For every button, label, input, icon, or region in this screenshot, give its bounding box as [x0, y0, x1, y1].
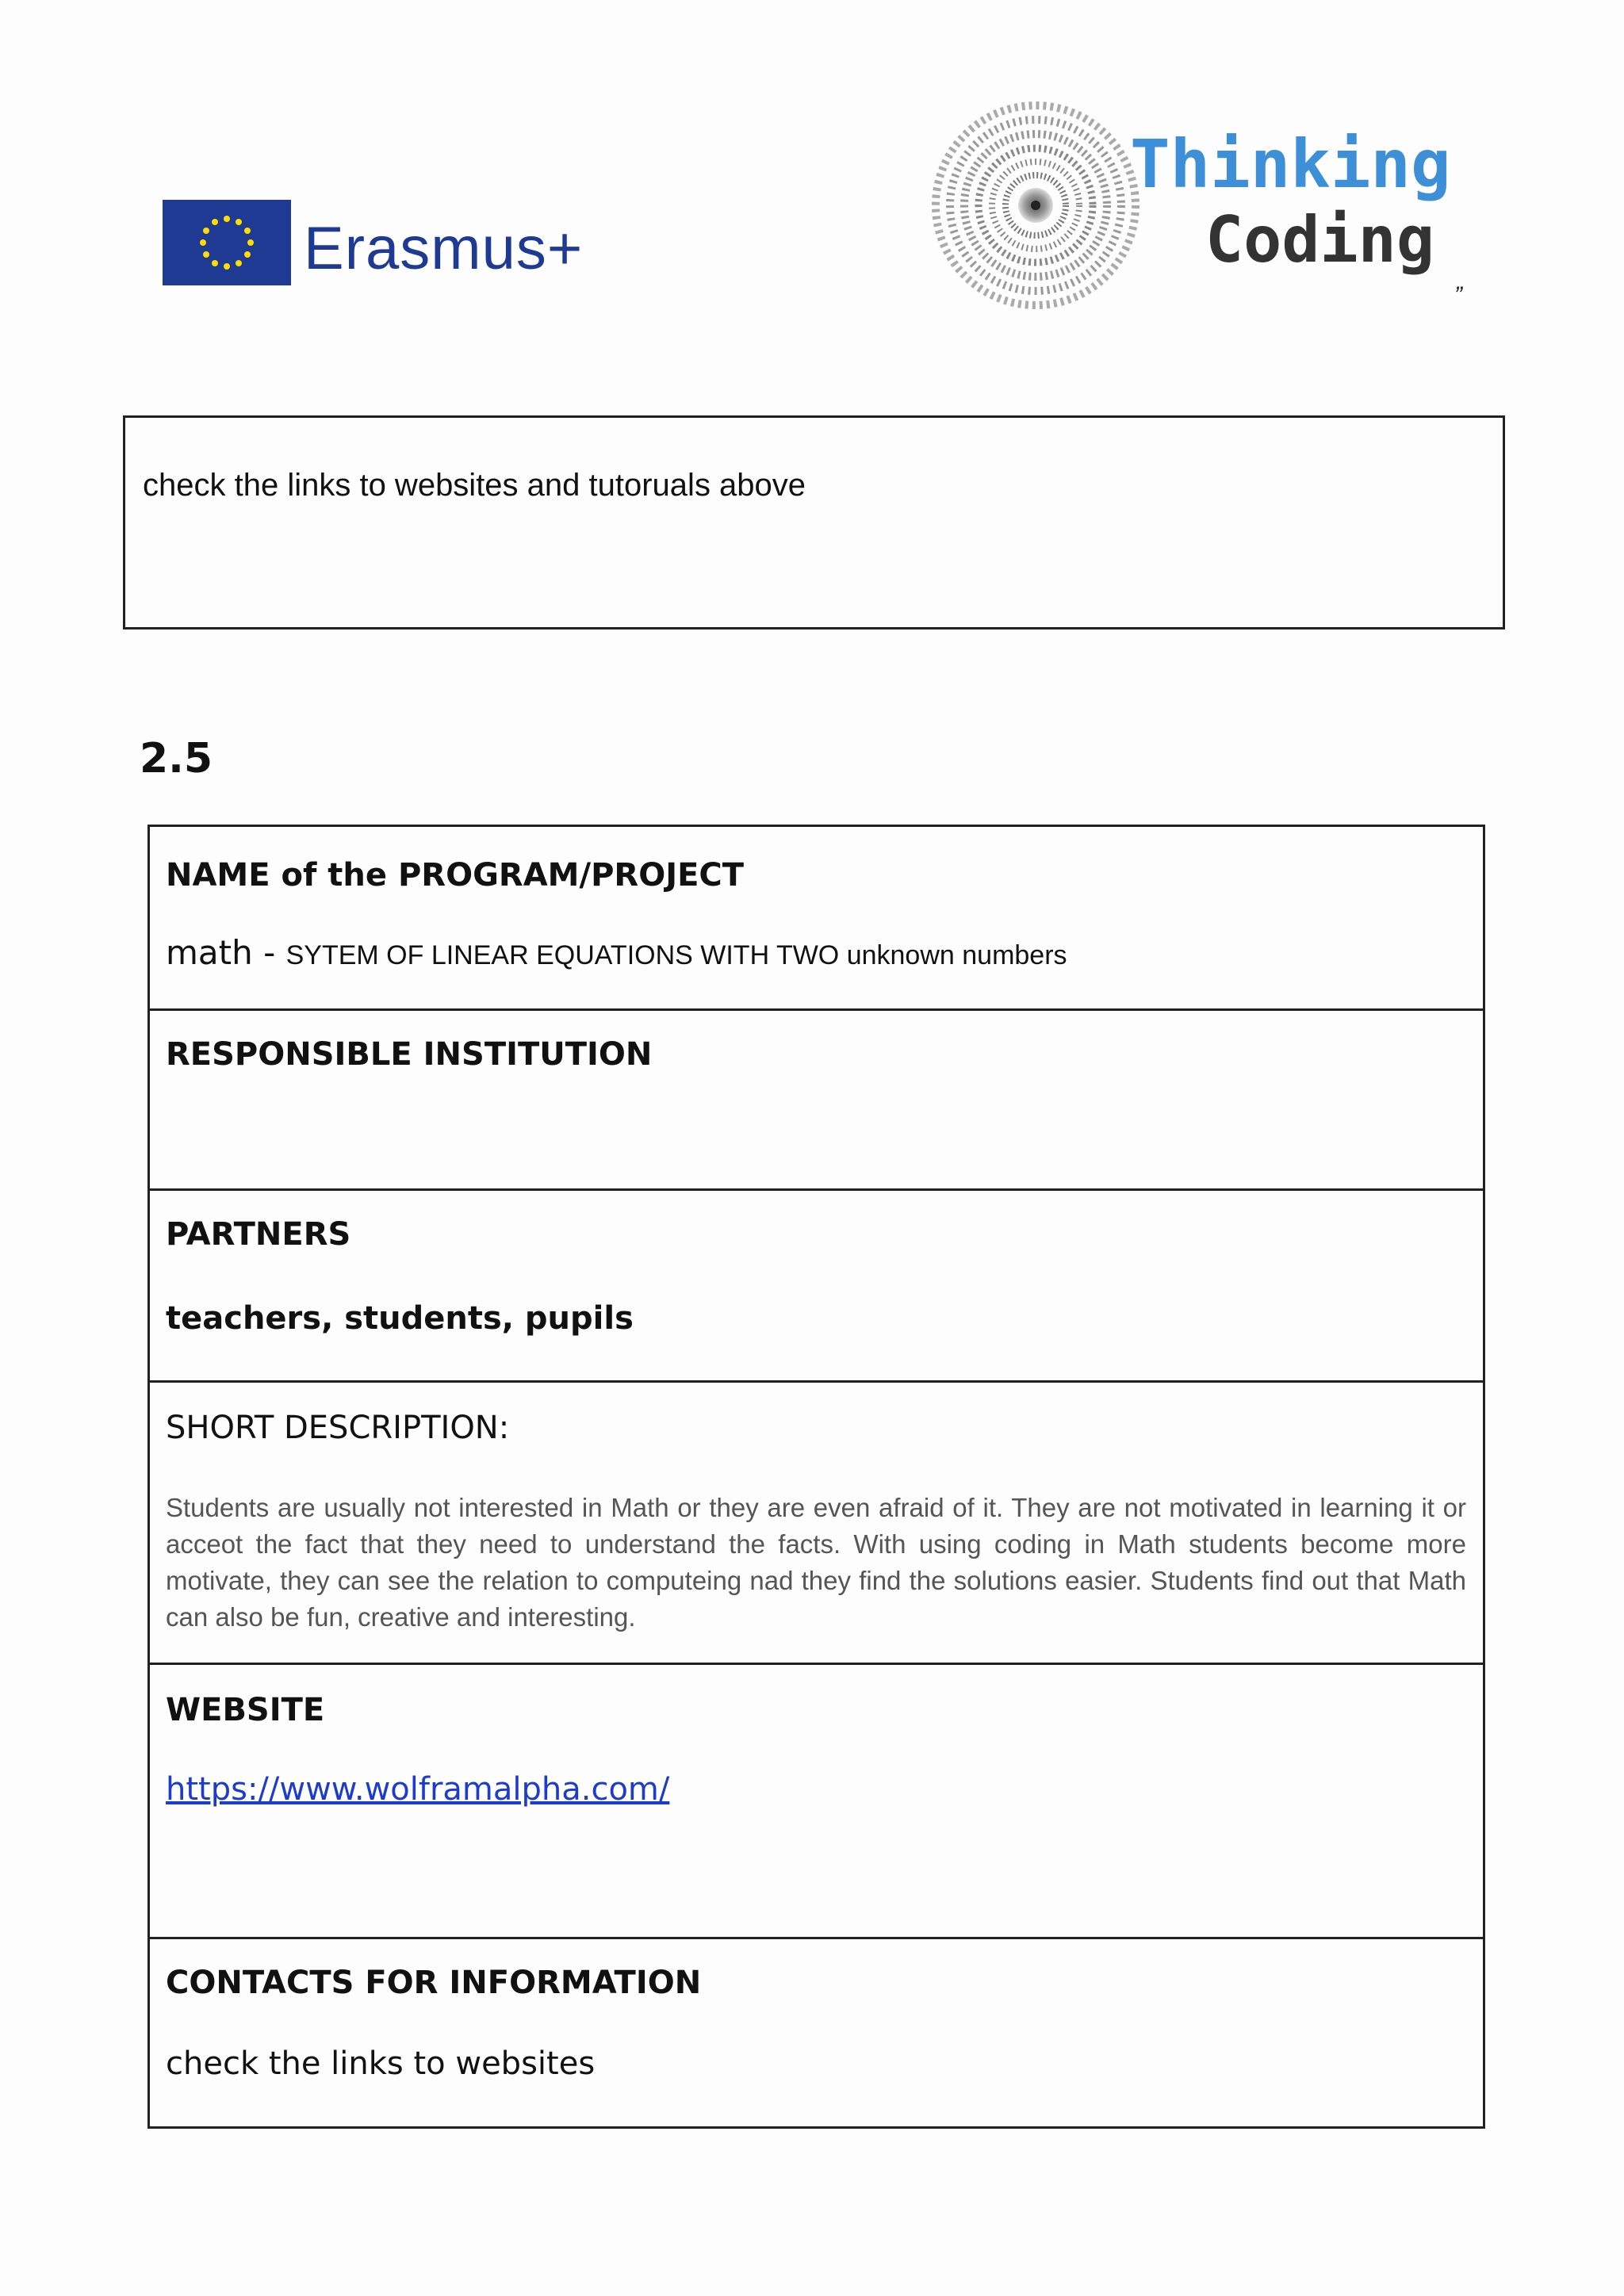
partners-value: teachers, students, pupils	[166, 1300, 634, 1337]
previous-table-cell	[123, 415, 1505, 629]
table-row-website	[150, 1663, 1483, 1937]
description-text: Students are usually not interested in Math or they are even afraid of it. They are not motivated in learning it or acceot the fact that they need to understand the facts. With using coding in Math students become more motivate, they can see the relation to computeing nad they find the solutions easier. Students find out that Math can also be fun, creative and interesting.	[166, 1493, 1466, 1632]
eu-flag-icon	[163, 200, 291, 285]
thinking-coding-logo	[932, 101, 1455, 312]
logo-word-coding: Coding	[1205, 203, 1434, 277]
contacts-heading: CONTACTS FOR INFORMATION	[166, 1965, 702, 2001]
name-heading: NAME of the PROGRAM/PROJECT	[166, 857, 745, 894]
erasmus-plus-logo	[163, 198, 607, 293]
erasmus-logo-text: Erasmus+	[304, 215, 584, 282]
table-row-partners	[150, 1188, 1483, 1380]
partners-heading: PARTNERS	[166, 1216, 351, 1253]
contacts-value: check the links to websites	[166, 2045, 596, 2082]
table-row-contacts	[150, 1937, 1483, 2126]
table-row-name	[150, 827, 1483, 1008]
name-value-rest: SYTEM OF LINEAR EQUATIONS WITH TWO unknown numbers	[285, 940, 1067, 970]
section-number: 2.5	[140, 735, 213, 783]
logo-word-thinking: Thinking	[1130, 125, 1451, 203]
name-value-prefix: math -	[166, 933, 286, 972]
name-value	[166, 933, 1067, 972]
website-heading: WEBSITE	[166, 1692, 325, 1728]
institution-heading: RESPONSIBLE INSTITUTION	[166, 1036, 653, 1073]
table-row-institution	[150, 1008, 1483, 1188]
binary-spiral-icon	[932, 101, 1139, 309]
website-link[interactable]: https://www.wolframalpha.com/	[166, 1771, 670, 1808]
stray-quote-mark: ”	[1454, 282, 1462, 308]
description-heading: SHORT DESCRIPTION:	[166, 1410, 510, 1446]
program-info-table	[147, 825, 1485, 2129]
table-row-description	[150, 1380, 1483, 1663]
top-box-text: check the links to websites and tutoruals above	[143, 468, 806, 503]
